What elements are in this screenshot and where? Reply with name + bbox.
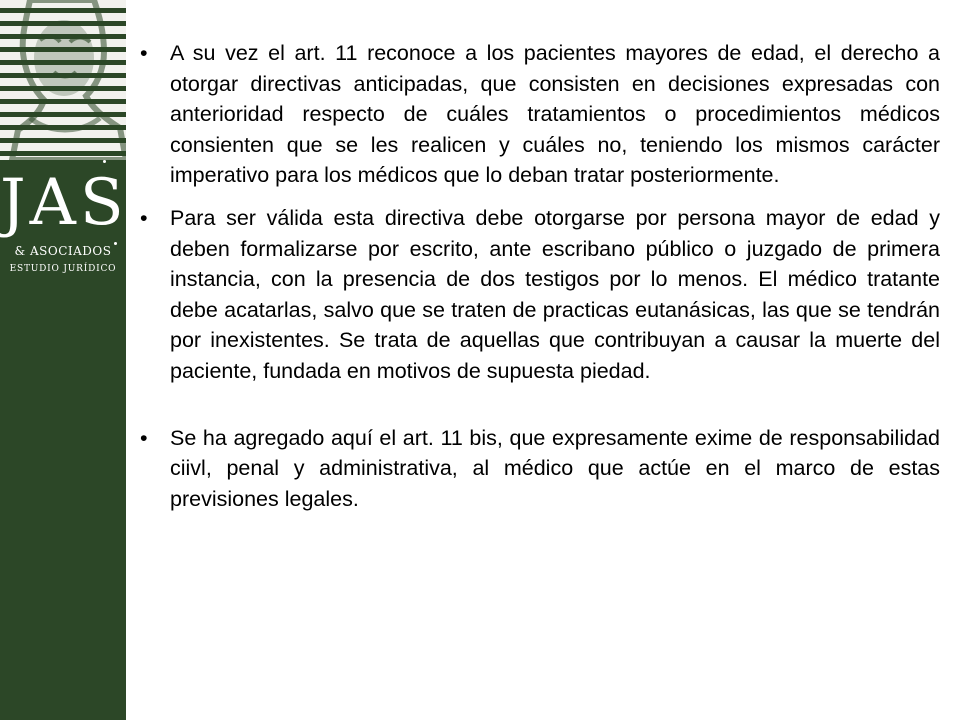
- bullet-text: Para ser válida esta directiva debe otorgarse por persona mayor de edad y deben formalizarse por escrito, ante escribano público o juzgado de primera instancia, con la presencia de dos testigos por lo menos. El médico tratante debe acatarlas, salvo que se traten de practicas eutanásicas, las que se tendrán por inexistentes. Se trata de aquellas que contribuyan a causar la muerte del paciente, fundada en motivos de supuesta piedad.: [170, 205, 940, 383]
- bullet-marker: •: [140, 425, 148, 450]
- logo-line-asociados: & ASOCIADOS: [14, 244, 112, 258]
- bullet-item: [140, 423, 940, 515]
- slide-content: [140, 38, 940, 514]
- bullet-text: A su vez el art. 11 reconoce a los pacientes mayores de edad, el derecho a otorgar directivas anticipadas, que consisten en decisiones expresadas con anterioridad respecto de cuáles tratamientos o procedimientos médicos consienten que se les realicen y cuáles no, teniendo los mismos carácter imperativo para los médicos que lo deban tratar posteriormente.: [170, 41, 940, 188]
- bullet-marker: •: [140, 41, 148, 65]
- logo-portrait: [0, 0, 126, 160]
- sidebar-panel: [0, 0, 126, 720]
- bullet-item: [140, 38, 940, 191]
- portrait-figure: [0, 0, 126, 160]
- logo-line-estudio: ESTUDIO JURÍDICO: [9, 264, 117, 274]
- bullet-text: Se ha agregado aquí el art. 11 bis, que expresamente exime de responsabilidad ciivl, penal y administrativa, al médico que actúe en el marco de estas previsiones legales.: [170, 425, 940, 511]
- logo-monogram: JAS: [0, 166, 128, 240]
- bullet-marker: •: [140, 205, 148, 230]
- bullet-item: [140, 203, 940, 387]
- logo-dot: [103, 160, 106, 163]
